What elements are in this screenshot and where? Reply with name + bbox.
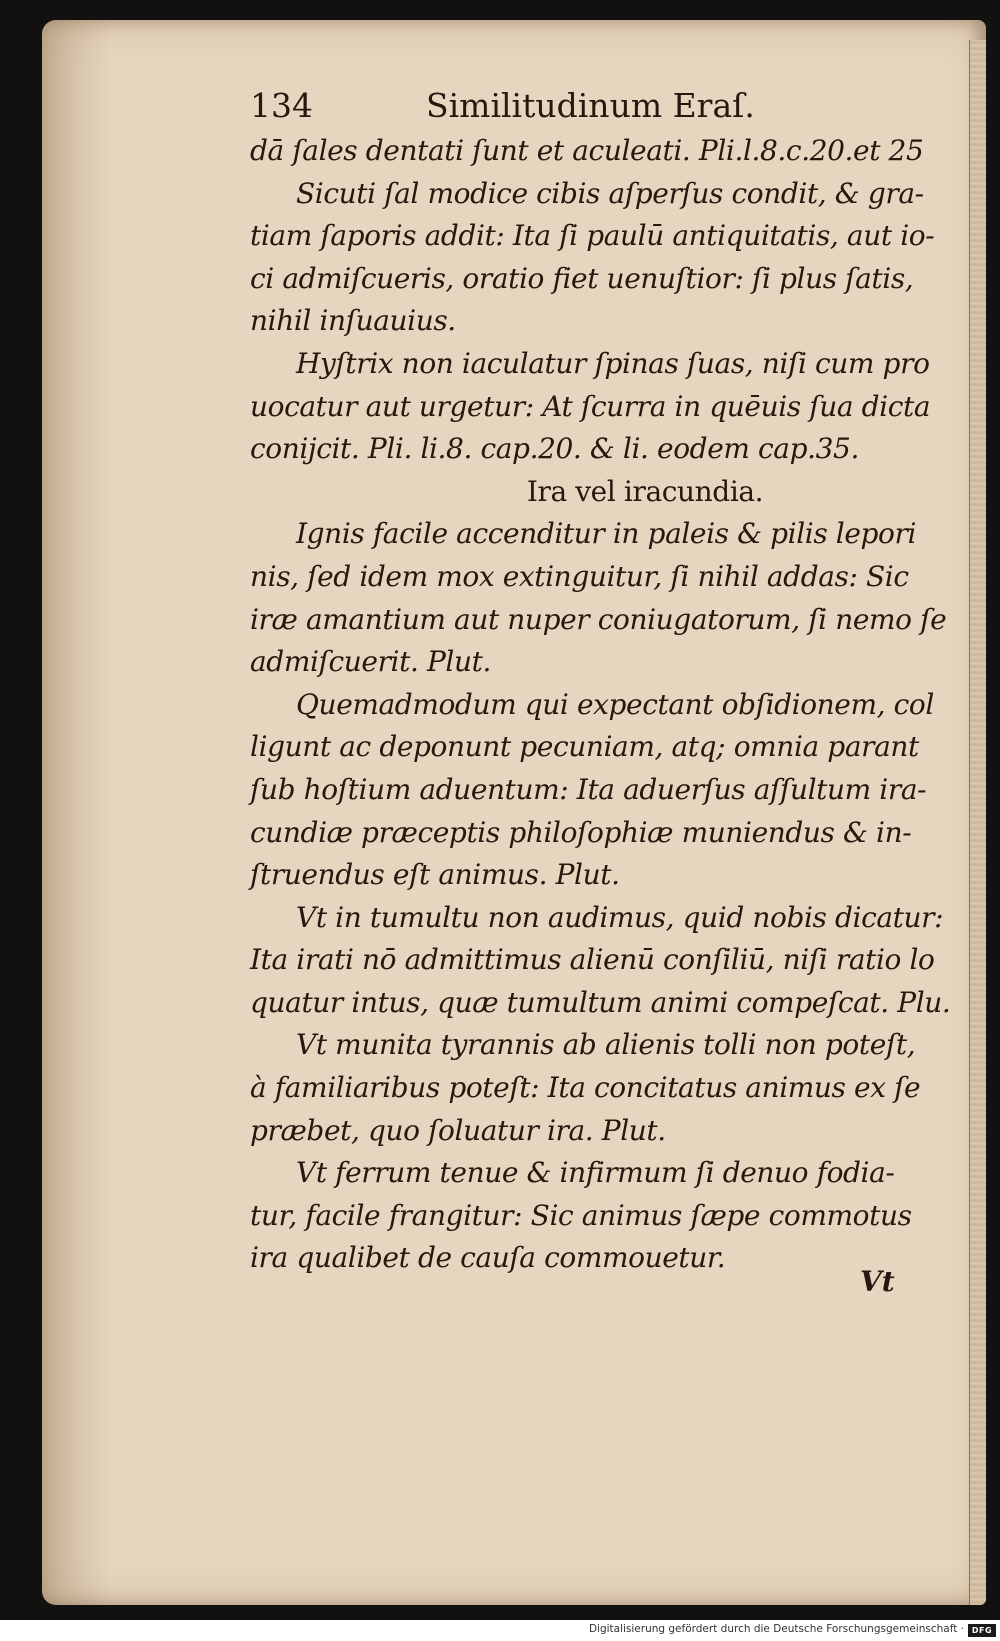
text-line: Vt ferrum tenue & infirmum ſi denuo fodia- — [296, 1156, 895, 1190]
page-number: 134 — [250, 86, 313, 125]
text-line: ligunt ac deponunt pecuniam, atq; omnia parant — [250, 730, 919, 764]
text-line: cundiæ præceptis philoſophiæ muniendus & in- — [250, 815, 912, 849]
text-line: iræ amantium aut nuper coniugatorum, ſi nemo ſe — [250, 602, 947, 636]
text-line: quatur intus, quæ tumultum animi compeſcat. Plu. — [250, 985, 951, 1019]
text-line: tiam ſaporis addit: Ita ſi paulū antiquitatis, aut io- — [250, 219, 935, 253]
text-line: nihil inſuauius. — [250, 304, 456, 338]
text-line: admiſcuerit. Plut. — [250, 645, 491, 679]
section-heading: Ira vel iracundia. — [526, 474, 764, 508]
text-line: tur, facile frangitur: Sic animus ſæpe commotus — [250, 1198, 912, 1232]
text-line: Vt munita tyrannis ab alienis tolli non poteſt, — [296, 1028, 916, 1062]
running-head — [250, 82, 930, 130]
text-line: dā ſales dentati ſunt et aculeati. Pli.l.8.c.20.et 25 — [250, 134, 924, 167]
catchword: Vt — [860, 1265, 895, 1298]
text-line: Hyſtrix non iaculatur ſpinas ſuas, niſi cum pro — [296, 346, 930, 380]
text-line: uocatur aut urgetur: At ſcurra in quēuis ſua dicta — [250, 389, 931, 423]
page-edge — [969, 40, 986, 1605]
text-line: ira qualibet de cauſa commouetur. — [250, 1241, 726, 1275]
text-line: Vt in tumultu non audimus, quid nobis dicatur: — [296, 900, 944, 934]
text-line: Ita irati nō admittimus alienū conſiliū, niſi ratio lo — [250, 943, 935, 977]
text-line: nis, ſed idem mox extinguitur, ſi nihil addas: Sic — [250, 559, 909, 593]
text-line: Sicuti ſal modice cibis aſperſus condit, & gra- — [296, 176, 924, 210]
text-line: Ignis facile accenditur in paleis & pilis lepori — [296, 517, 917, 551]
dfg-logo: DFG — [968, 1624, 996, 1637]
page-text — [250, 82, 951, 1280]
digitization-credit: Digitalisierung gefördert durch die Deutsche Forschungsgemeinschaft · — [588, 1623, 964, 1635]
text-line: à familiaribus poteſt: Ita concitatus animus ex ſe — [250, 1071, 921, 1105]
text-line: præbet, quo ſoluatur ira. Plut. — [250, 1113, 666, 1147]
text-line: Quemadmodum qui expectant obſidionem, col — [296, 687, 934, 721]
text-line: ſub hoſtium aduentum: Ita aduerſus aſſultum ira- — [250, 772, 927, 806]
running-title: Similitudinum Eraſ. — [426, 86, 755, 125]
text-line: ſtruendus eſt animus. Plut. — [250, 858, 620, 892]
text-line: ci admiſcueris, oratio fiet uenuſtior: ſi plus ſatis, — [250, 261, 914, 295]
text-line: conijcit. Pli. li.8. cap.20. & li. eodem cap.35. — [250, 432, 859, 466]
text-lines — [250, 130, 951, 1280]
